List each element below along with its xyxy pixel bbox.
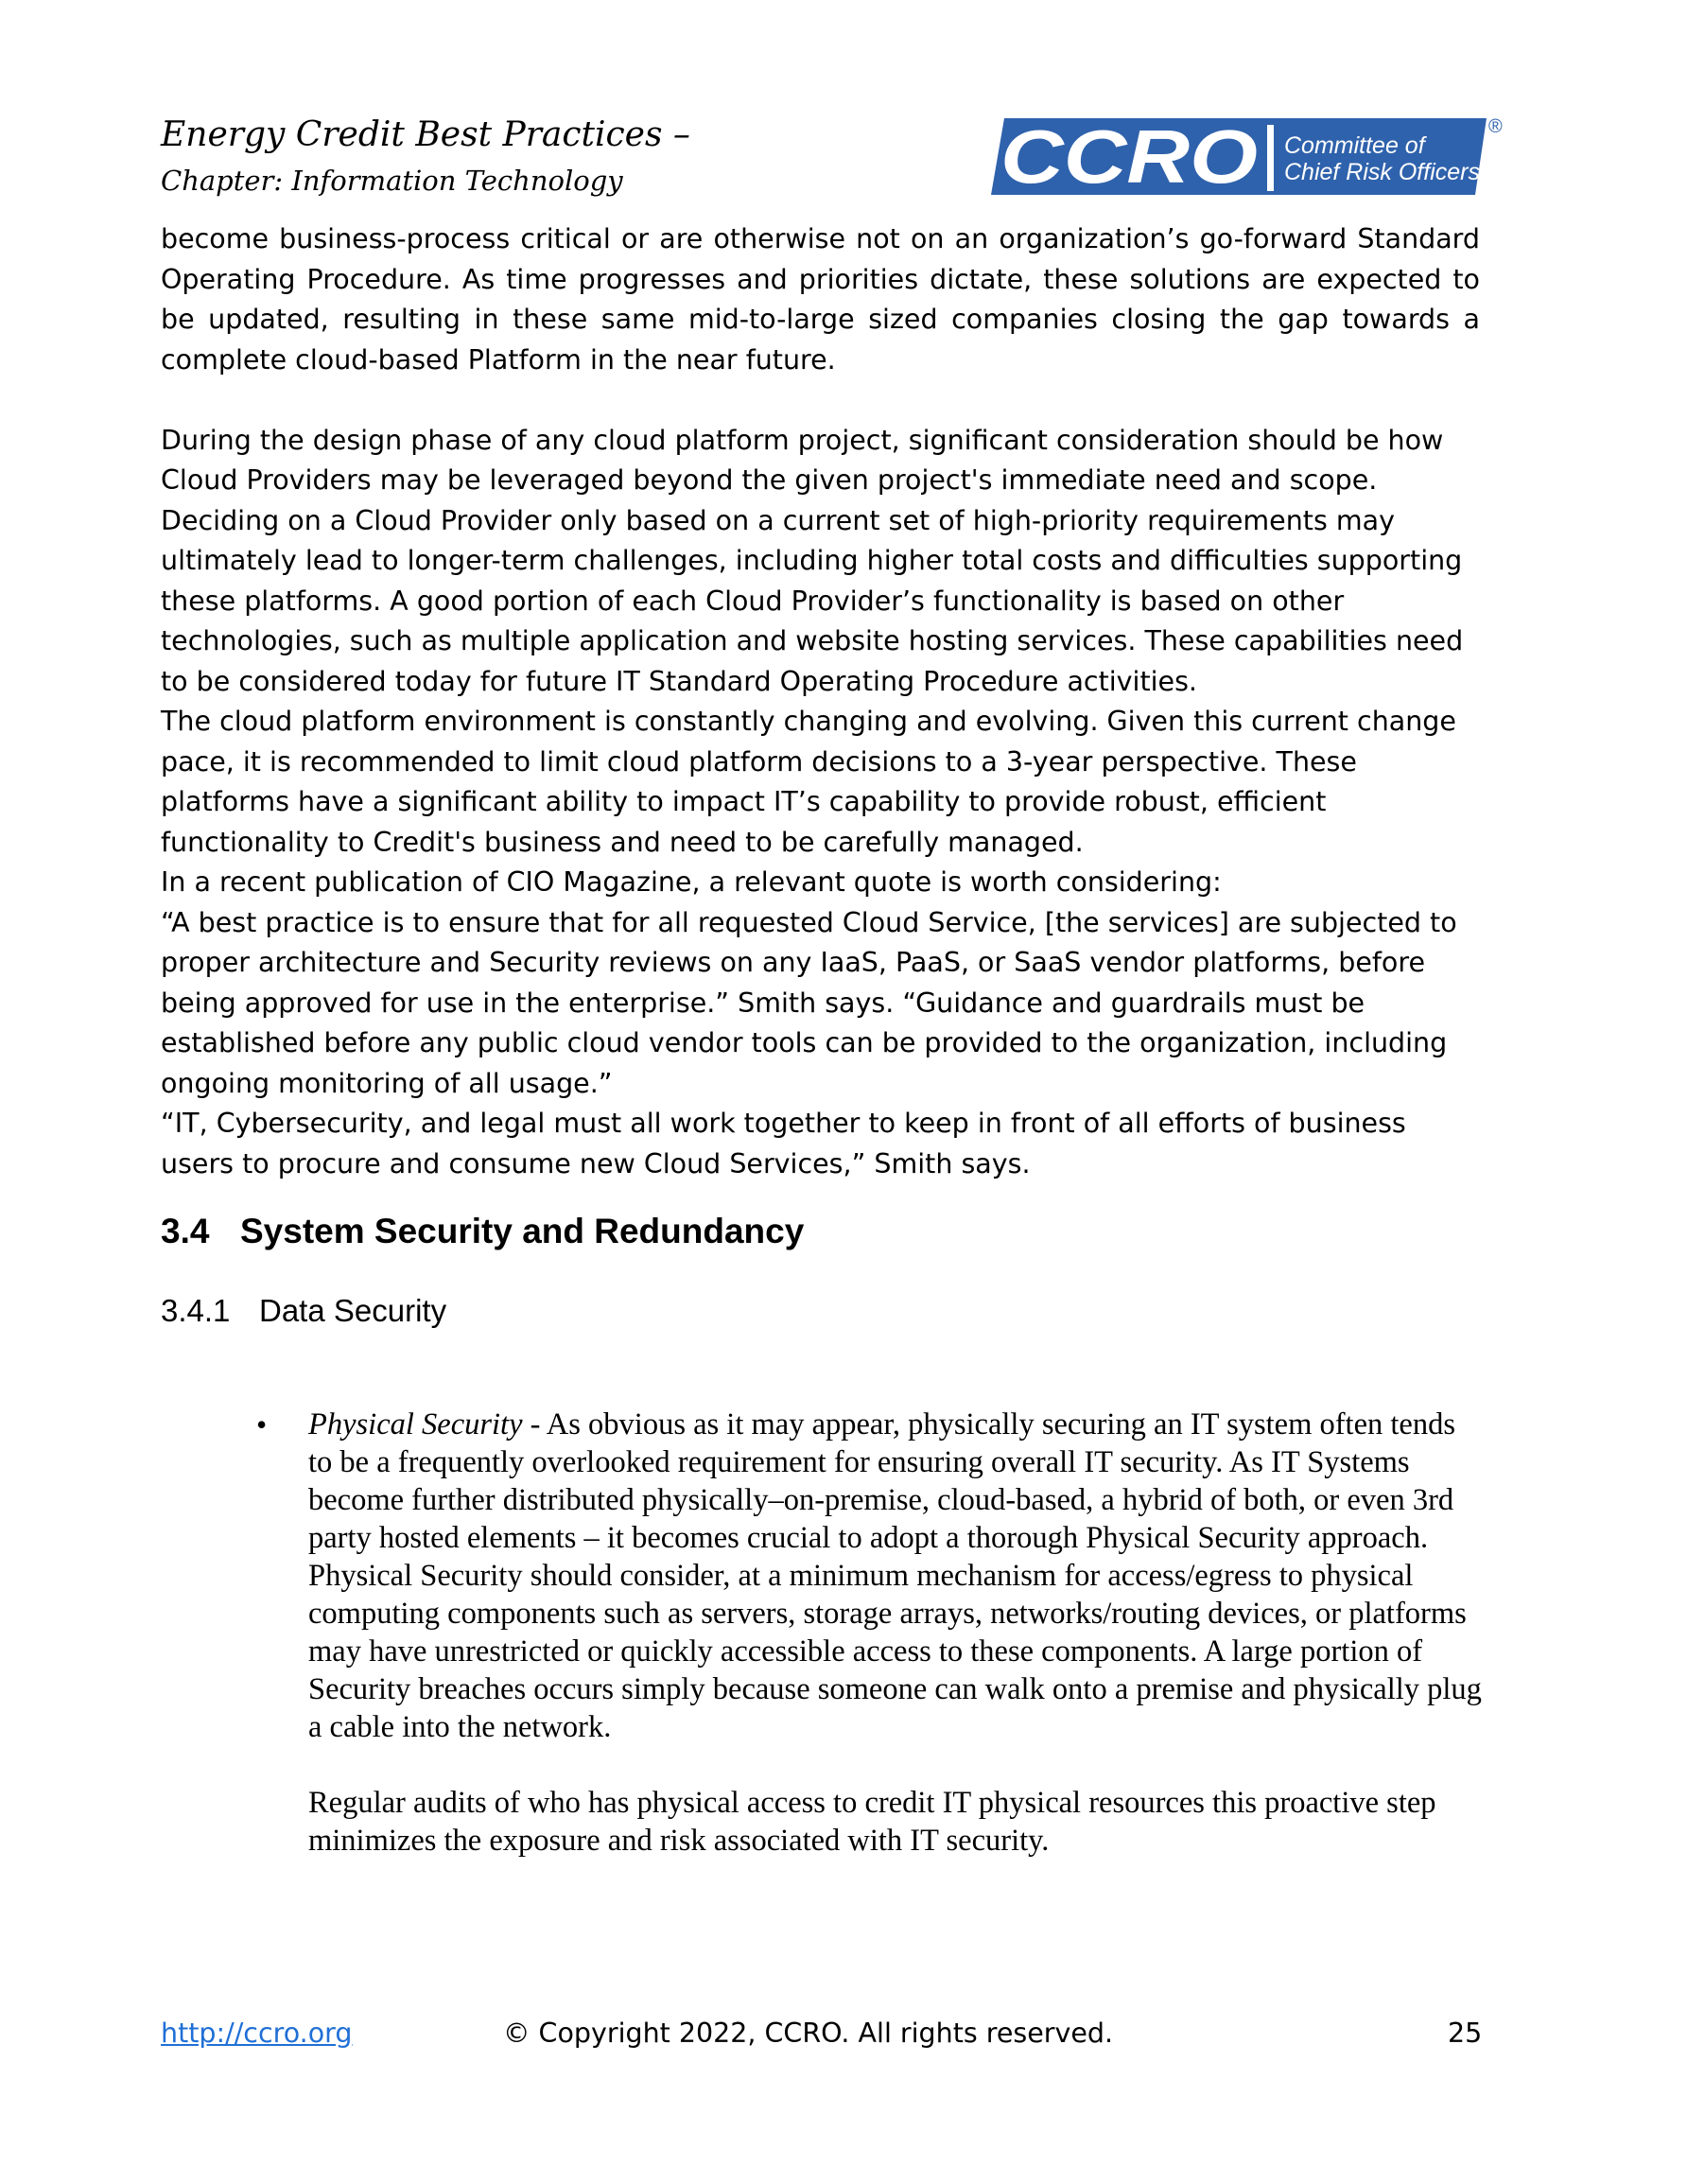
bullet-followup: Regular audits of who has physical access to credit IT physical resources this proactive step minimizes the exposure and risk associated with IT security. [308, 1786, 1436, 1858]
section-number: 3.4 [161, 1212, 210, 1250]
header-subtitle: Chapter: Information Technology [161, 165, 623, 197]
logo-line1: Committee of [1284, 132, 1425, 159]
ccro-logo [983, 115, 1508, 201]
paragraph-4: In a recent publication of CIO Magazine, a relevant quote is worth considering: [161, 866, 1222, 898]
bullet-text: - As obvious as it may appear, physically securing an IT system often tends to be a frequently overlooked requirement for ensuring overall IT security. As IT Systems become further distributed physically–on-premise, cloud-based, a hybrid of both, or even 3rd party hosted elements – it becomes crucial to adopt a thorough Physical Security approach. Physical Security should consider, at a minimum mechanism for access/egress to physical computing components such as servers, storage arrays, networks/routing devices, or platforms may have unrestricted or quickly accessible access to these components. A large portion of Security breaches occurs simply because someone can walk onto a premise and physically plug a cable into the network. [308, 1407, 1482, 1744]
section-title: System Security and Redundancy [240, 1212, 805, 1250]
header-title: Energy Credit Best Practices – [161, 115, 690, 154]
page-number: 25 [1448, 2018, 1483, 2049]
body-text [161, 219, 1480, 1184]
section-heading [161, 1211, 804, 1252]
paragraph-1: become business-process critical or are otherwise not on an organization’s go-forward Standard Operating Procedure. As time progresses and priorities dictate, these solutions are expected to be updated, resulting in these same mid-to-large sized companies closing the gap towards a complete cloud-based Platform in the near future. [161, 223, 1480, 376]
logo-registered-mark: ® [1488, 116, 1503, 137]
bullet-icon: • [256, 1407, 268, 1441]
subsection-title: Data Security [259, 1293, 447, 1328]
footer-link[interactable]: http://ccro.org [161, 2018, 353, 2049]
bullet-paragraph [308, 1406, 1486, 1746]
subsection-number: 3.4.1 [161, 1293, 231, 1328]
paragraph-3: The cloud platform environment is constantly changing and evolving. Given this current change pace, it is recommended to limit cloud platform decisions to a 3-year perspective. These platforms have a significant ability to impact IT’s capability to provide robust, efficient functionality to Credit's business and need to be carefully managed. [161, 706, 1456, 858]
logo-line2: Chief Risk Officers [1284, 159, 1480, 185]
bullet-term: Physical Security [308, 1407, 523, 1441]
footer-copyright: © Copyright 2022, CCRO. All rights reserved. [503, 2018, 1114, 2049]
subsection-heading [161, 1292, 446, 1330]
quote-paragraph-1: “A best practice is to ensure that for all requested Cloud Service, [the services] are subjected to proper architecture and Security reviews on any IaaS, PaaS, or SaaS vendor platforms, before being approved for use in the enterprise.” Smith says. “Guidance and guardrails must be established before any public cloud vendor tools can be provided to the organization, including ongoing monitoring of all usage.” [161, 906, 1457, 1099]
paragraph-2: During the design phase of any cloud platform project, significant consideration should be how Cloud Providers may be leveraged beyond the given project's immediate need and scope. Deciding on a Cloud Provider only based on a current set of high-priority requirements may ultimately lead to longer-term challenges, including higher total costs and difficulties supporting these platforms. A good portion of each Cloud Provider’s functionality is based on other technologies, such as multiple application and website hosting services. These capabilities need to be considered today for future IT Standard Operating Procedure activities. [161, 424, 1464, 697]
quote-paragraph-2: “IT, Cybersecurity, and legal must all work together to keep in front of all efforts of business users to procure and consume new Cloud Services,” Smith says. [161, 1108, 1406, 1179]
logo-divider [1267, 125, 1274, 191]
bullet-item [256, 1406, 1486, 1860]
logo-wordmark: CCRO [1000, 115, 1258, 199]
